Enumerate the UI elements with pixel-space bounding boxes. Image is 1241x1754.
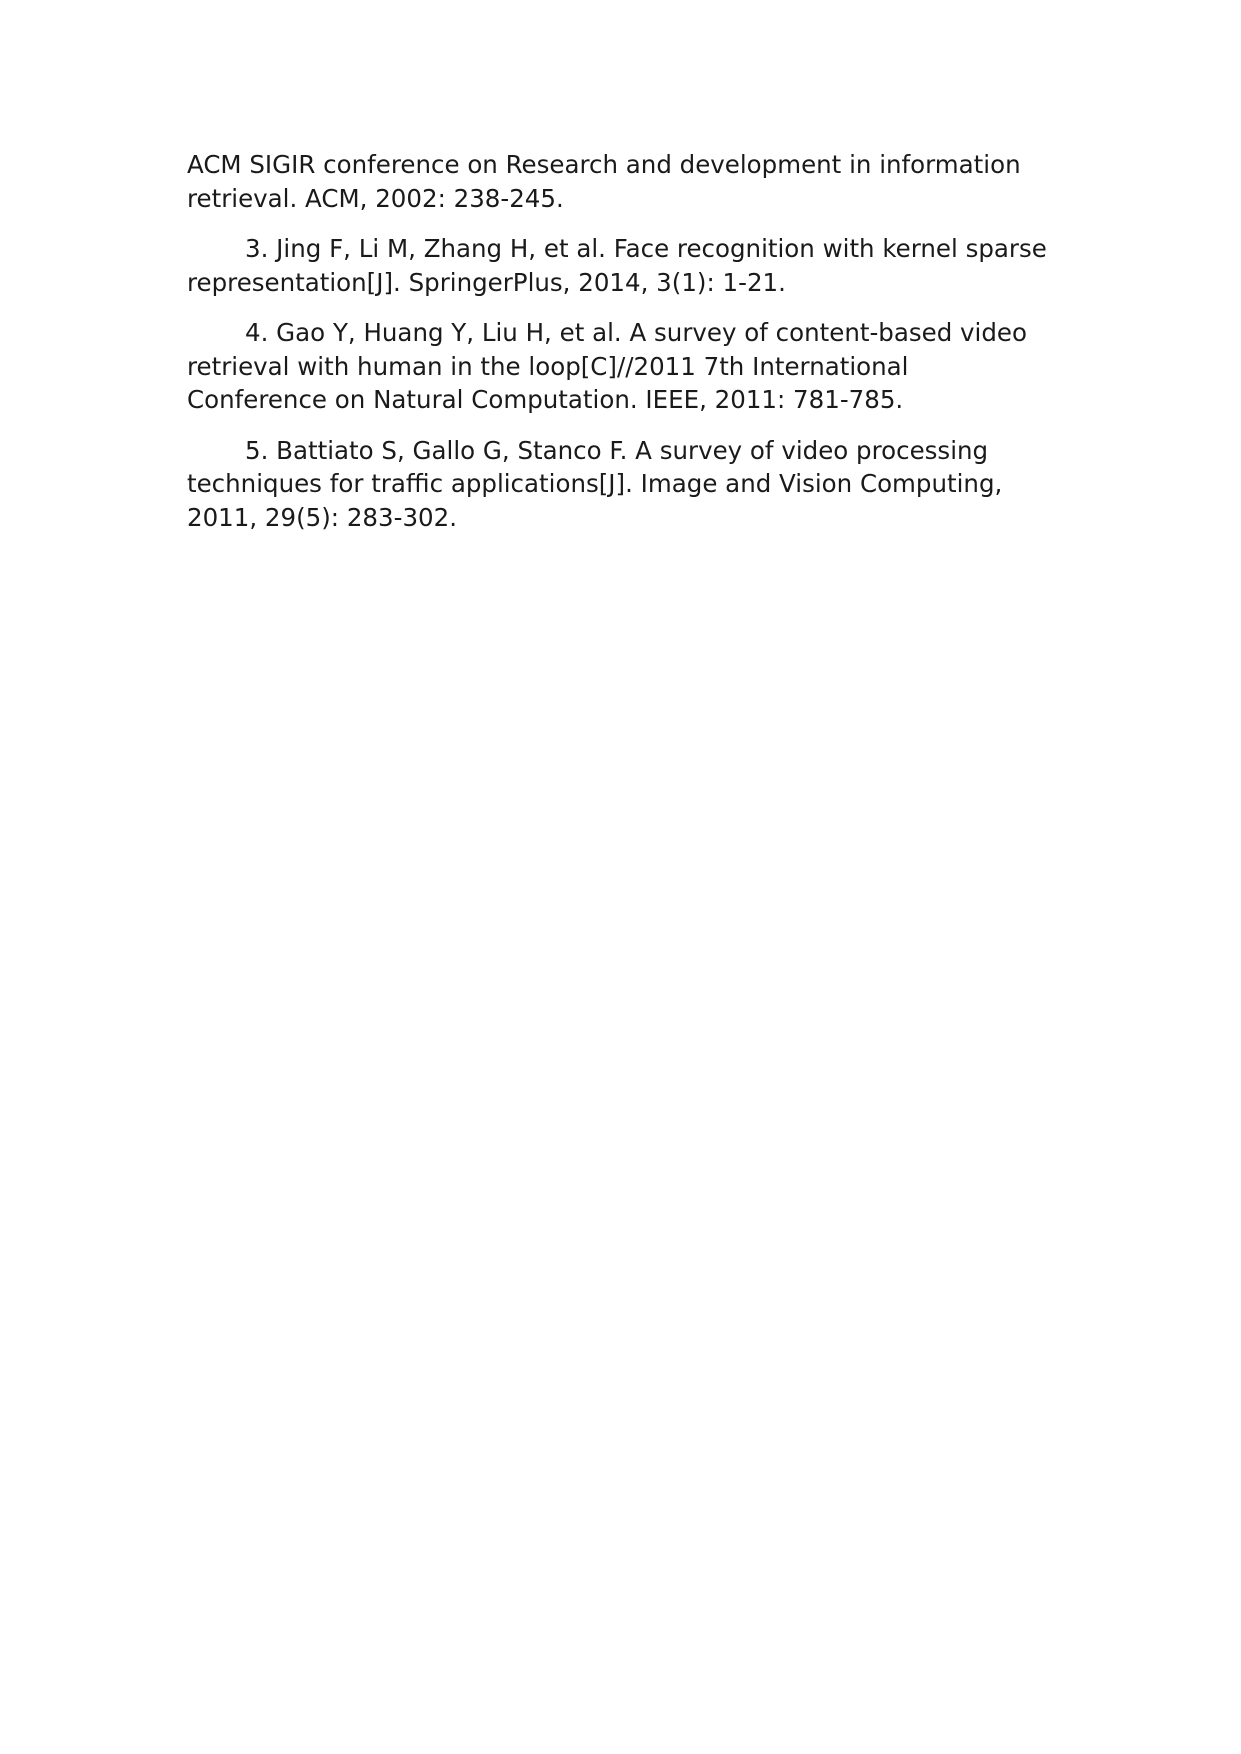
reference-entry-4: 4. Gao Y, Huang Y, Liu H, et al. A survey of content-based video retrieval with human in the loop[C]//2011 7th International Conference on Natural Computation. IEEE, 2011: 781-785. — [187, 318, 1027, 414]
reference-entry-5: 5. Battiato S, Gallo G, Stanco F. A survey of video processing techniques for traffic applications[J]. Image and Vision Computing, 2011, 29(5): 283-302. — [187, 435, 1003, 532]
reference-entry-3: 3. Jing F, Li M, Zhang H, et al. Face recognition with kernel sparse representation[J]. SpringerPlus, 2014, 3(1): 1-21. — [187, 234, 1047, 297]
reference-list — [187, 148, 1047, 551]
reference-entry-continued: ACM SIGIR conference on Research and development in information retrieval. ACM, 2002: 238-245. — [187, 150, 1021, 213]
